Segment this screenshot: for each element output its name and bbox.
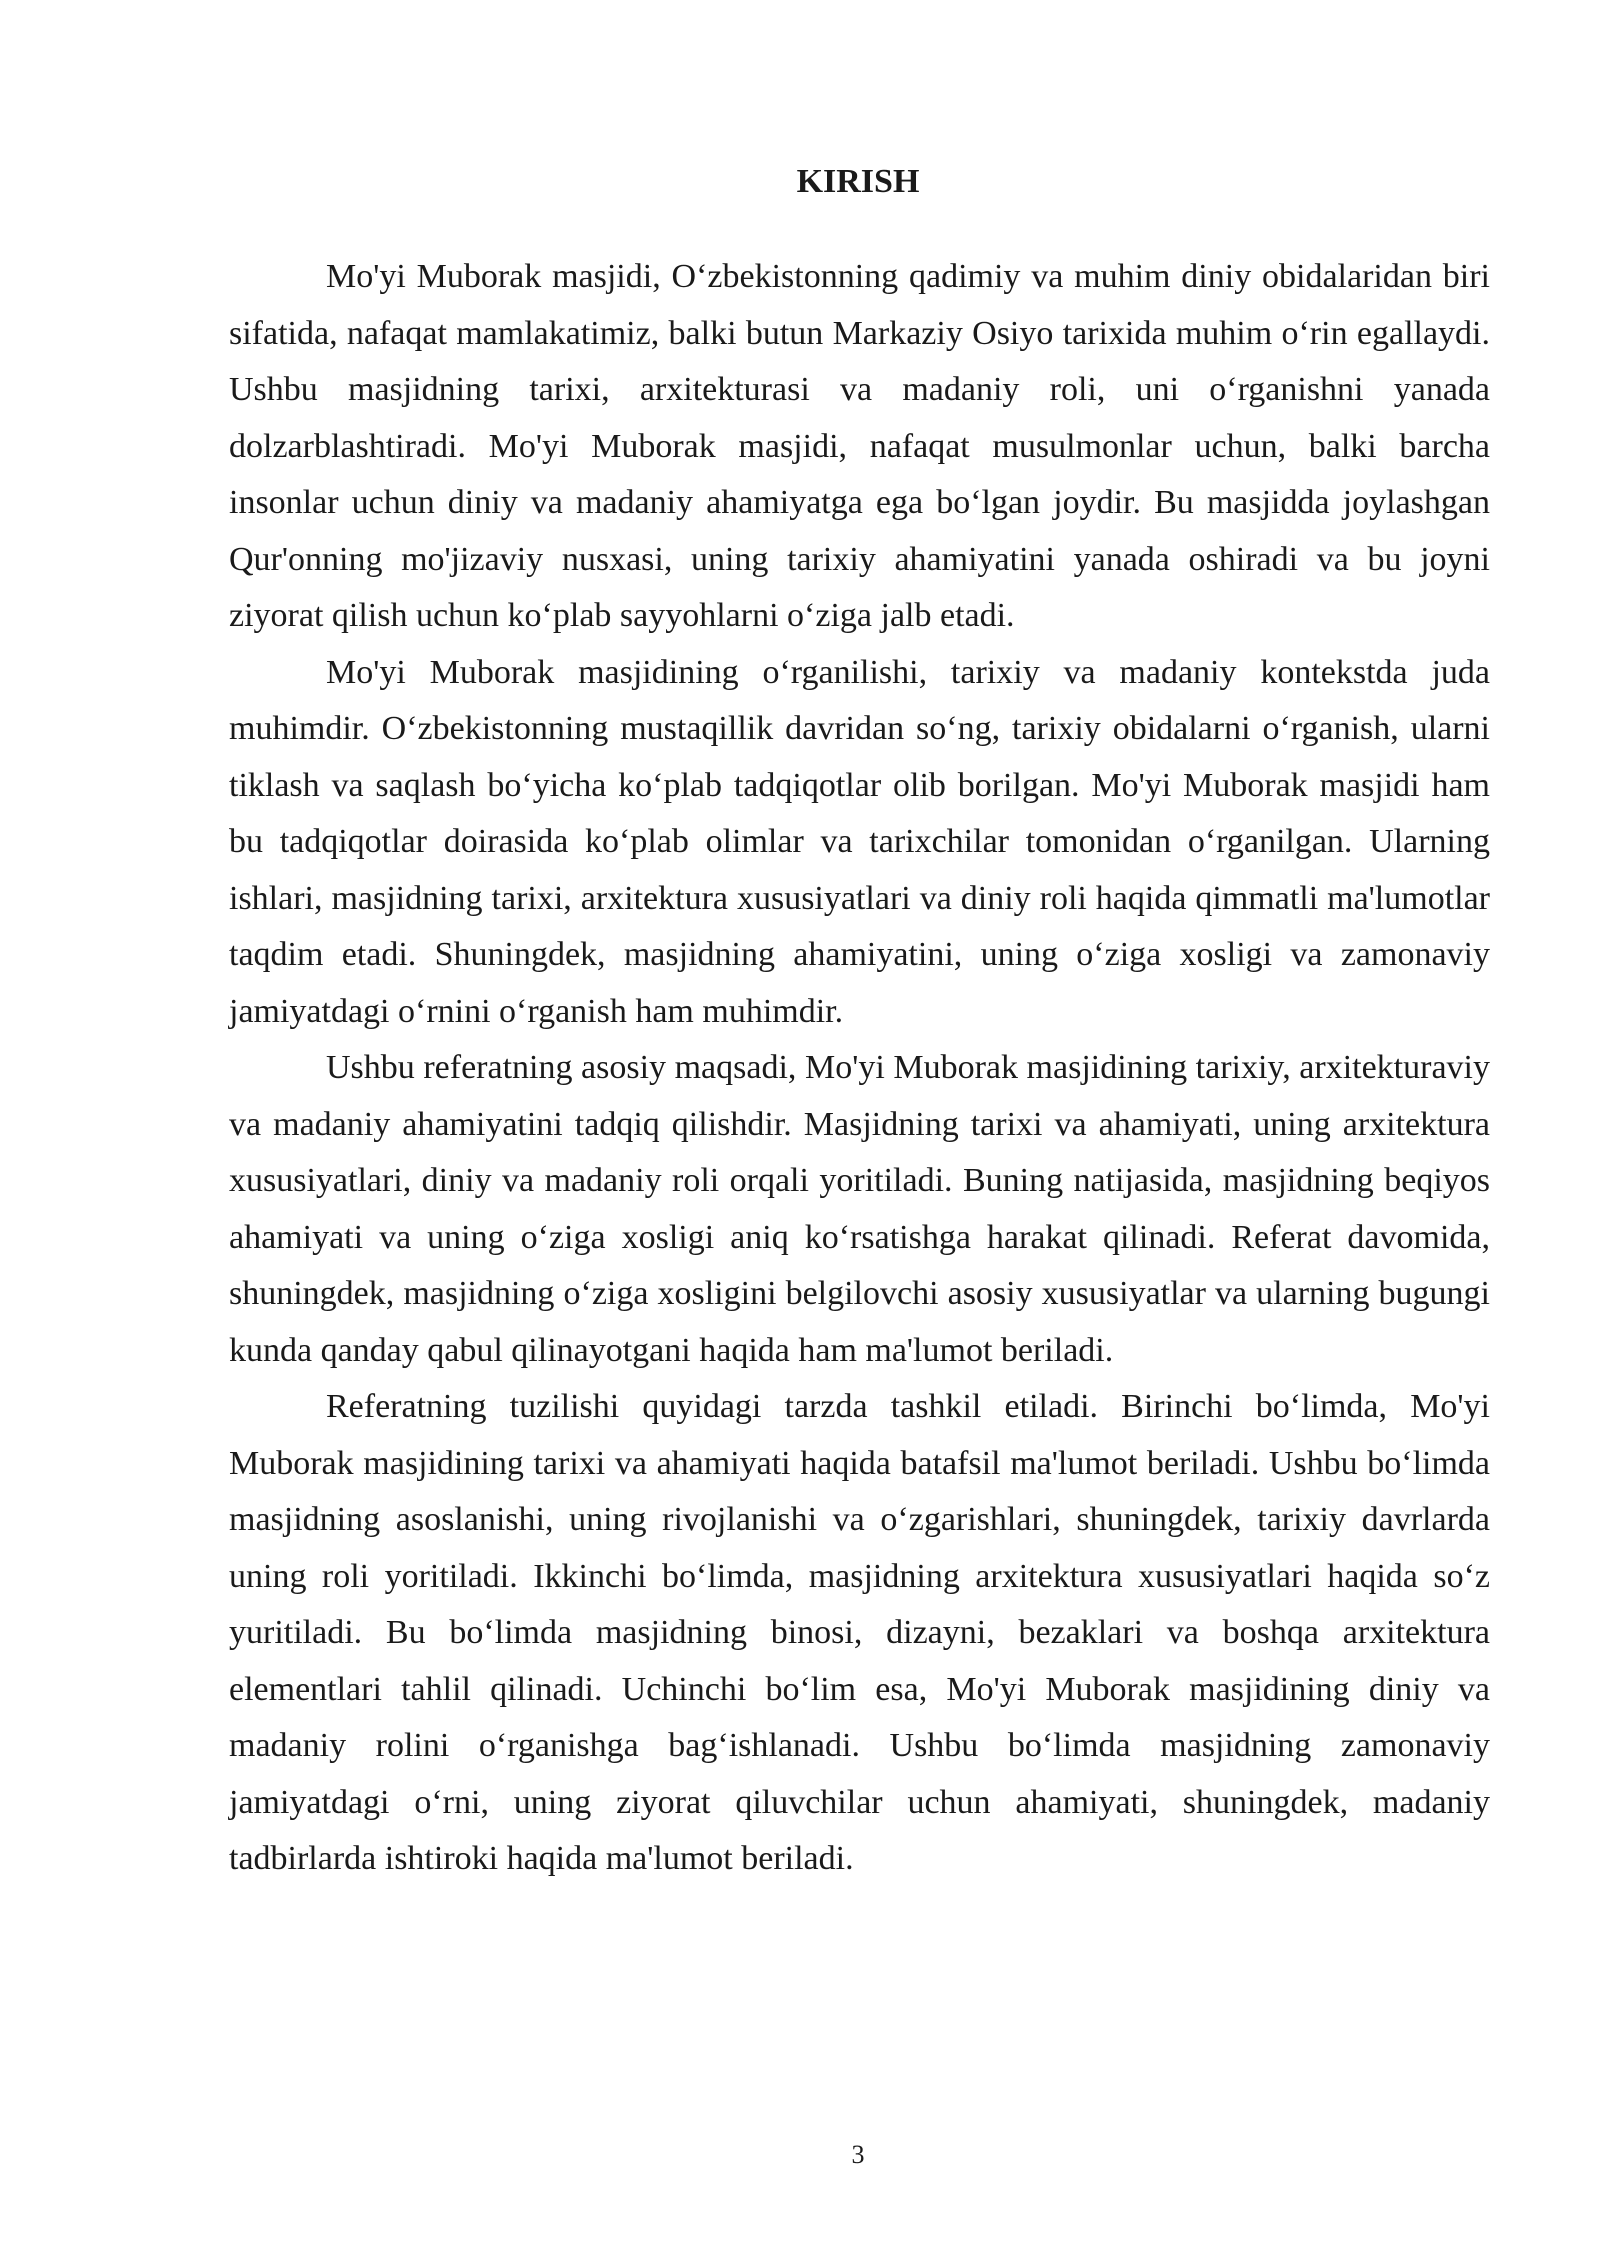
paragraph-4: Referatning tuzilishi quyidagi tarzda tashkil etiladi. Birinchi bo‘limda, Mo'yi Muborak masjidining tarixi va ahamiyati haqida batafsil ma'lumot beriladi. Ushbu bo‘limda masjidning asoslanishi, uning rivojlanishi va o‘zgarishlari, shuningdek, tarixiy davrlarda uning roli yoritiladi. Ikkinchi bo‘limda, masjidning arxitektura xususiyatlari haqida so‘z yuritiladi. Bu bo‘limda masjidning binosi, dizayni, bezaklari va boshqa arxitektura elementlari tahlil qilinadi. Uchinchi bo‘lim esa, Mo'yi Muborak masjidining diniy va madaniy rolini o‘rganishga bag‘ishlanadi. Ushbu bo‘limda masjidning zamonaviy jamiyatdagi o‘rni, uning ziyorat qiluvchilar uchun ahamiyati, shuningdek, madaniy tadbirlarda ishtiroki haqida ma'lumot beriladi. — [229, 1388, 1490, 1877]
page-number: 3 — [851, 2140, 865, 2169]
body-text — [229, 249, 1490, 1888]
page-title: KIRISH — [796, 163, 920, 200]
paragraph-1: Mo'yi Muborak masjidi, O‘zbekistonning qadimiy va muhim diniy obidalaridan biri sifatida, nafaqat mamlakatimiz, balki butun Markaziy Osiyo tarixida muhim o‘rin egallaydi. Ushbu masjidning tarixi, arxitekturasi va madaniy roli, uni o‘rganishni yanada dolzarblashtiradi. Mo'yi Muborak masjidi, nafaqat musulmonlar uchun, balki barcha insonlar uchun diniy va madaniy ahamiyatga ega bo‘lgan joydir. Bu masjidda joylashgan Qur'onning mo'jizaviy nusxasi, uning tarixiy ahamiyatini yanada oshiradi va bu joyni ziyorat qilish uchun ko‘plab sayyohlarni o‘ziga jalb etadi. — [229, 258, 1490, 634]
paragraph-2: Mo'yi Muborak masjidining o‘rganilishi, tarixiy va madaniy kontekstda juda muhimdir. O‘zbekistonning mustaqillik davridan so‘ng, tarixiy obidalarni o‘rganish, ularni tiklash va saqlash bo‘yicha ko‘plab tadqiqotlar olib borilgan. Mo'yi Muborak masjidi ham bu tadqiqotlar doirasida ko‘plab olimlar va tarixchilar tomonidan o‘rganilgan. Ularning ishlari, masjidning tarixi, arxitektura xususiyatlari va diniy roli haqida qimmatli ma'lumotlar taqdim etadi. Shuningdek, masjidning ahamiyatini, uning o‘ziga xosligi va zamonaviy jamiyatdagi o‘rnini o‘rganish ham muhimdir. — [229, 653, 1490, 1030]
paragraph-3: Ushbu referatning asosiy maqsadi, Mo'yi Muborak masjidining tarixiy, arxitekturaviy va madaniy ahamiyatini tadqiq qilishdir. Masjidning tarixi va ahamiyati, uning arxitektura xususiyatlari, diniy va madaniy roli orqali yoritiladi. Buning natijasida, masjidning beqiyos ahamiyati va uning o‘ziga xosligi aniq ko‘rsatishga harakat qilinadi. Referat davomida, shuningdek, masjidning o‘ziga xosligini belgilovchi asosiy xususiyatlar va ularning bugungi kunda qanday qabul qilinayotgani haqida ham ma'lumot beriladi. — [229, 1049, 1490, 1369]
